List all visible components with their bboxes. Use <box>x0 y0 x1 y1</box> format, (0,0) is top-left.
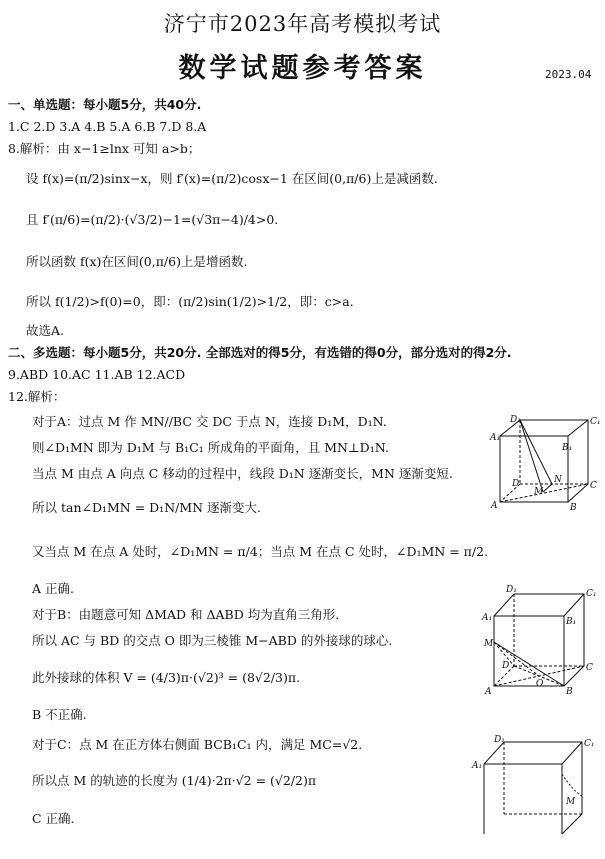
q8-line5: 故选A. <box>26 323 65 338</box>
label2-A: A <box>485 687 492 697</box>
c-line1: 对于C：点 M 在正方体右侧面 BCB₁C₁ 内，满足 MC=√2. <box>32 737 363 752</box>
label3-M: M <box>566 797 576 807</box>
label-M: M <box>534 487 544 497</box>
cube-figure-b <box>480 582 598 698</box>
label2-B: B <box>566 687 573 697</box>
label2-M: M <box>484 639 494 649</box>
label-D1: D₁ <box>510 415 521 425</box>
a-line4: 所以 tan∠D₁MN = D₁N/MN 逐渐变大. <box>32 500 262 515</box>
label2-D: D <box>502 661 510 671</box>
label-C1: C₁ <box>590 417 601 427</box>
a-line5: 又当点 M 在点 A 处时，∠D₁MN = π/4；当点 M 在点 C 处时，∠D₁MN = π/2. <box>32 544 489 559</box>
q8-line3: 所以函数 f(x)在区间(0,π/6)上是增函数. <box>26 254 248 269</box>
q8-line4: 所以 f(1/2)>f(0)=0，即：(π/2)sin(1/2)>1/2，即：c>a. <box>26 294 354 309</box>
label3-D1: D₁ <box>494 735 505 745</box>
a-line3: 当点 M 由点 A 向点 C 移动的过程中，线段 D₁N 逐渐变长，MN 逐渐变短. <box>32 466 453 481</box>
answers2: 9.ABD 10.AC 11.AB 12.ACD <box>8 367 186 382</box>
c-line2: 所以点 M 的轨迹的长度为 (1/4)·2π·√2 = (√2/2)π <box>32 773 317 788</box>
b-line1: 对于B：由题意可知 ΔMAD 和 ΔABD 均为直角三角形. <box>32 607 340 622</box>
b-line3: 此外接球的体积 V = (4/3)π·(√2)³ = (8√2/3)π. <box>32 670 301 685</box>
label-C: C <box>590 481 597 491</box>
label2-D1: D₁ <box>506 585 517 595</box>
a-line1: 对于A：过点 M 作 MN//BC 交 DC 于点 N，连接 D₁M，D₁N. <box>32 414 387 429</box>
label-D: D <box>512 479 520 489</box>
title-line1: 济宁市2023年高考模拟考试 <box>163 12 442 36</box>
label2-C: C <box>586 663 593 673</box>
c-line3: C 正确. <box>32 811 75 826</box>
b-line2: 所以 AC 与 BD 的交点 O 即为三棱锥 M−ABD 的外接球的球心. <box>32 633 393 648</box>
cube-figure-a <box>488 412 600 516</box>
title-line2: 数学试题参考答案 <box>178 53 427 84</box>
date: 2023.04 <box>545 68 592 81</box>
label-N: N <box>554 475 562 485</box>
label2-B1: B₁ <box>566 617 577 627</box>
section2-heading: 二、多选题：每小题5分，共20分. 全部选对的得5分，有选错的得0分，部分选对的得2分. <box>8 345 512 360</box>
b-line4: B 不正确. <box>32 707 87 722</box>
q8-line1: 设 f(x)=(π/2)sinx−x，则 f′(x)=(π/2)cosx−1 在区间(0,π/6)上是减函数. <box>26 171 438 186</box>
cube-figure-c <box>470 734 598 834</box>
a-line2: 则∠D₁MN 即为 D₁M 与 B₁C₁ 所成角的平面角，且 MN⊥D₁N. <box>32 440 389 455</box>
q8-line2: 且 f′(π/6)=(π/2)·(√3/2)−1=(√3π−4)/4>0. <box>26 212 279 227</box>
answers1: 1.C 2.D 3.A 4.B 5.A 6.B 7.D 8.A <box>8 119 207 134</box>
label2-C1: C₁ <box>586 589 597 599</box>
label-B: B <box>570 503 577 513</box>
a-line6: A 正确. <box>32 581 74 596</box>
label2-O: O <box>536 679 544 689</box>
q12-head: 12.解析： <box>8 389 66 404</box>
label2-A1: A₁ <box>482 613 493 623</box>
label-B1: B₁ <box>562 443 573 453</box>
label-A1: A₁ <box>490 433 501 443</box>
label-A: A <box>491 501 498 511</box>
label3-A1: A₁ <box>472 761 483 771</box>
q8-head: 8.解析：由 x−1≥lnx 可知 a>b； <box>8 141 201 156</box>
label3-C1: C₁ <box>584 739 595 749</box>
section1-heading: 一、单选题：每小题5分，共40分. <box>8 97 202 112</box>
